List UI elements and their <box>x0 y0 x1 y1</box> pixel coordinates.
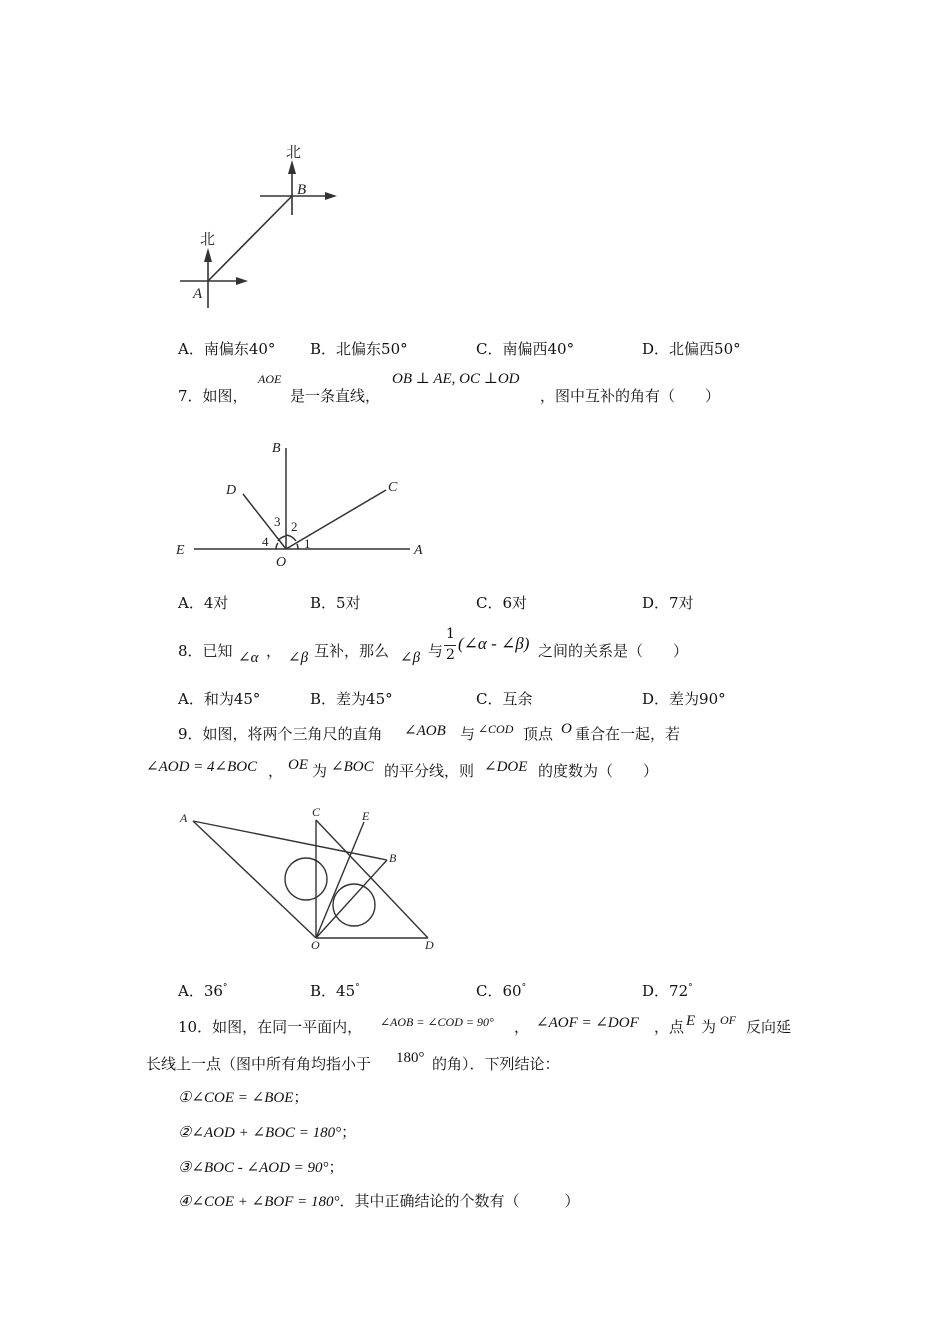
q6-option-d: D．北偏西50° <box>642 340 741 358</box>
q9-comma: ， <box>268 762 284 780</box>
q10-line1-prefix: 10．如图，在同一平面内， <box>178 1018 363 1036</box>
q9-line2-mid: 为 <box>312 762 328 780</box>
q10-c3-end: ； <box>328 1158 344 1176</box>
q10-line1-mid: ，点 <box>654 1018 685 1036</box>
q6-option-b: B．北偏东50° <box>310 340 408 358</box>
q10-conclusion-3 <box>178 1156 344 1177</box>
q7-label-b: B <box>272 441 281 456</box>
q9-label-e: E <box>362 809 370 823</box>
q9-label-o: O <box>311 938 320 952</box>
q7-label-c: C <box>388 480 398 495</box>
q8-comma: ， <box>266 642 282 660</box>
q9-o: O <box>561 721 572 737</box>
q10-wei: 为 <box>701 1018 717 1036</box>
q10-line1-suffix: 反向延 <box>746 1018 792 1036</box>
q8-frac-num: 1 <box>446 626 455 642</box>
q10-c2-end: ； <box>341 1123 357 1141</box>
q6-point-b-label: B <box>297 182 307 198</box>
q8-stem-prefix: 8．已知 <box>178 642 233 660</box>
q9-line1-mid: 顶点 <box>523 725 554 743</box>
q9-option-b <box>310 980 360 1001</box>
q7-angle-4: 4 <box>262 534 269 549</box>
q6-point-a-label: A <box>193 286 203 302</box>
q7-option-a: A．4对 <box>178 594 229 612</box>
q9-option-c-deg: ° <box>521 983 527 993</box>
q9-cond: ∠AOD = 4∠BOC <box>146 759 258 775</box>
q8-option-c: C．互余 <box>476 690 533 708</box>
q10-deg180: 180° <box>396 1050 425 1066</box>
q7-label-e: E <box>176 543 185 558</box>
q9-option-c <box>476 980 526 1001</box>
q7-option-c: C．6对 <box>476 594 528 612</box>
q7-angle-3: 3 <box>274 514 281 529</box>
q7-label-a: A <box>414 543 423 558</box>
q6-north-a-label: 北 <box>200 232 216 248</box>
q10-of: OF <box>720 1013 736 1027</box>
q7-angle-2: 2 <box>291 519 298 534</box>
q8-option-d: D．差为90° <box>642 690 726 708</box>
q8-expr: (∠α - ∠β) <box>458 634 530 653</box>
q9-option-a-text: A．36 <box>178 982 223 1000</box>
q9-oe: OE <box>288 757 308 773</box>
q7-label-d: D <box>226 483 237 498</box>
q9-line1-suffix: 重合在一起，若 <box>575 725 681 743</box>
q9-line2-suffix: 的度数为（ ） <box>538 762 659 780</box>
q8-option-a: A．和为45° <box>178 690 261 708</box>
q10-c1-end: ； <box>293 1088 309 1106</box>
q9-doe: ∠DOE <box>484 759 528 775</box>
q9-label-a: A <box>180 811 188 825</box>
q7-option-d: D．7对 <box>642 594 694 612</box>
q8-beta2: ∠β <box>400 650 421 666</box>
q9-boc: ∠BOC <box>331 759 374 775</box>
q9-yu: 与 <box>460 725 476 743</box>
q9-circle-right <box>333 884 375 926</box>
q10-eq2: ∠AOF = ∠DOF <box>536 1015 639 1031</box>
q10-c1-math: ①∠COE = ∠BOE <box>178 1090 294 1106</box>
q7-stem-mid: 是一条直线， <box>290 387 381 405</box>
q10-line2-suffix: 的角）．下列结论： <box>432 1055 560 1073</box>
q10-conclusion-4 <box>178 1190 580 1211</box>
q7-math-line: AOE <box>258 372 282 386</box>
q10-line2-prefix: 长线上一点（图中所有角均指小于 <box>146 1055 372 1073</box>
q9-circle-left <box>285 858 327 900</box>
q8-option-b: B．差为45° <box>310 690 393 708</box>
q7-angle-1: 1 <box>304 536 311 551</box>
q9-label-b: B <box>389 851 397 865</box>
q9-option-b-deg: ° <box>355 983 360 993</box>
q9-option-d <box>642 980 693 1001</box>
q10-conclusion-1 <box>178 1086 308 1107</box>
q9-option-a <box>178 980 227 1001</box>
q9-line2-mid2: 的平分线，则 <box>384 762 475 780</box>
q7-stem-prefix: 7．如图， <box>178 387 248 405</box>
q6-option-a: A．南偏东40° <box>178 340 276 358</box>
q10-conclusion-2 <box>178 1121 356 1142</box>
q9-label-c: C <box>312 805 321 819</box>
q10-c4-math: ④∠COE + ∠BOF = 180° <box>178 1194 340 1210</box>
q8-yu: 与 <box>428 642 444 660</box>
q9-label-d: D <box>425 938 434 952</box>
q6-option-c: C．南偏西40° <box>476 340 575 358</box>
q8-frac-den: 2 <box>446 647 455 663</box>
q10-c2-math: ②∠AOD + ∠BOC = 180° <box>178 1125 342 1141</box>
q8-stem-suffix: 之间的关系是（ ） <box>538 642 689 660</box>
q8-stem-mid: 互补，那么 <box>314 642 390 660</box>
q7-label-o: O <box>276 555 287 570</box>
q7-math-perp: OB ⊥ AE, OC ⊥OD <box>392 371 520 387</box>
q9-option-d-deg: ° <box>688 983 693 993</box>
q9-aob: ∠AOB <box>404 723 446 739</box>
q9-option-b-text: B．45 <box>310 982 356 1000</box>
q8-alpha: ∠α <box>238 650 259 666</box>
q6-north-b-label: 北 <box>286 145 302 161</box>
q10-eq1: ∠AOB = ∠COD = 90° <box>380 1015 494 1029</box>
q7-option-b: B．5对 <box>310 594 361 612</box>
q9-line1-prefix: 9．如图，将两个三角尺的直角 <box>178 725 383 743</box>
q10-e: E <box>686 1013 696 1029</box>
q8-beta: ∠β <box>288 650 309 666</box>
q9-option-a-deg: ° <box>222 983 228 993</box>
q7-stem-suffix: ，图中互补的角有（ ） <box>540 387 721 405</box>
q10-c4-end: ．其中正确结论的个数有（ ） <box>339 1192 580 1210</box>
q9-option-d-text: D．72 <box>642 982 689 1000</box>
q9-option-c-text: C．60 <box>476 982 522 1000</box>
q10-comma: ， <box>514 1018 530 1036</box>
q9-cod: ∠COD <box>478 722 514 736</box>
q10-c3-math: ③∠BOC - ∠AOD = 90° <box>178 1160 329 1176</box>
